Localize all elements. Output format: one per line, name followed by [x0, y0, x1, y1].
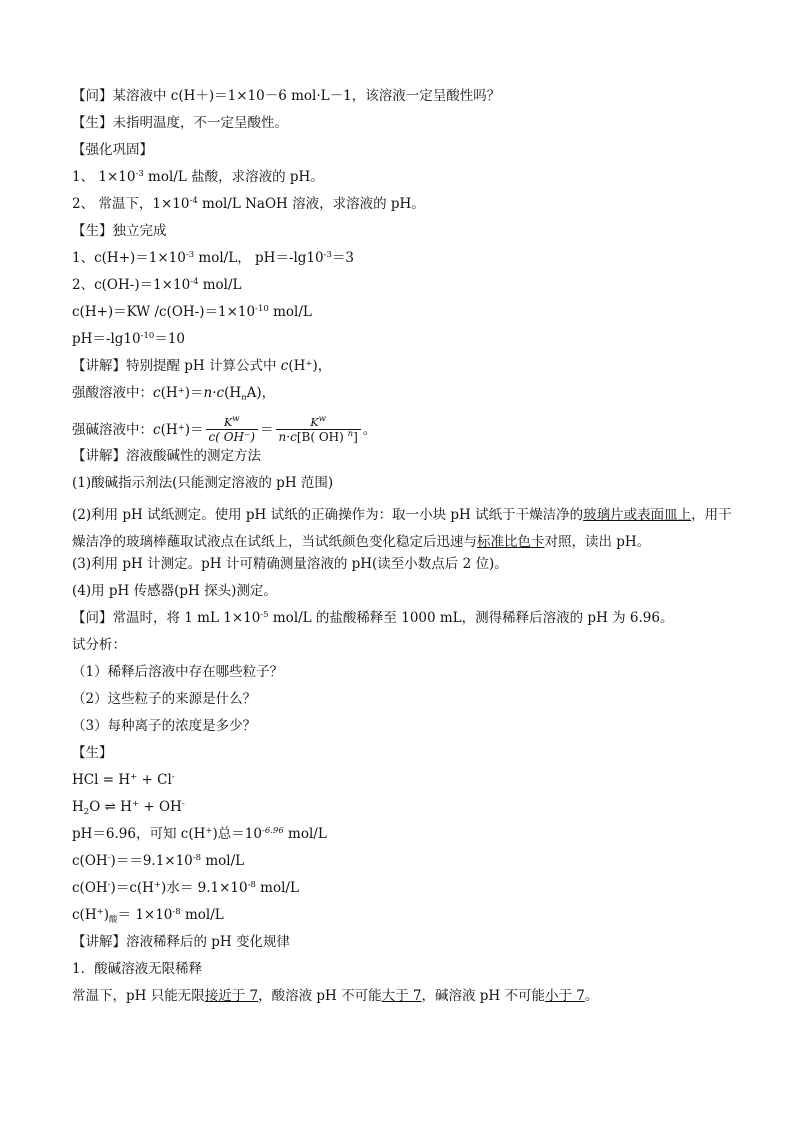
method-3: (3)利用 pH 计测定。pH 计可精确测量溶液的 pH(读至小数点后 2 位)。: [72, 556, 508, 572]
question-line-1: 【问】某溶液中 c(H＋)＝1×10－6 mol·L－1，该溶液一定呈酸性吗？: [72, 88, 501, 104]
dilution-heading: 【讲解】溶液稀释后的 pH 变化规律: [72, 934, 290, 950]
solution-2-step: c(H+)＝KW $/c(OH-)=1\times 10^{-10}$ mol/L: [72, 304, 312, 320]
equation-water: $H_2O$ ⇌ H+ + OH-: [72, 799, 185, 817]
document-page: [72, 88, 742, 1015]
analysis-q3: （3）每种离子的浓度是多少？: [72, 718, 257, 734]
section-heading-reinforce: 【强化巩固】: [72, 142, 153, 158]
h-acid-concentration: $c(H^+)_酸= 1\times 10^{-8}$ mol/L: [72, 907, 224, 925]
explain-note: 【讲解】特别提醒 pH 计算公式中 c(H⁺)，: [72, 358, 332, 374]
strong-acid-formula: 强酸溶液中：$c(H^+)=n\cdot c(H_nA)$，: [72, 385, 276, 403]
dilution-rule: 常温下，pH 只能无限接近于 7，酸溶液 pH 不可能大于 7，碱溶液 pH 不可能小于 7。: [72, 988, 599, 1004]
oh-water-concentration: c(OH-)＝c(H+)水＝ $9.1\times 10^{-8}$ mol/L: [72, 880, 299, 896]
exercise-1: 1、 $1\times 10^{-3}$ mol/L 盐酸，求溶液的 pH。: [72, 169, 324, 185]
analysis-q1: （1）稀释后溶液中存在哪些粒子？: [72, 664, 284, 680]
answer-heading-2: 【生】: [72, 745, 113, 761]
strong-base-formula: 强碱溶液中：c(H⁺)＝ $\frac{K^w}{c( OH^-)}$ ＝ $\frac{K^w}{n\cdot c[B( OH) ^n]}$ 。: [72, 414, 377, 444]
answer-line-1: 【生】未指明温度，不一定呈酸性。: [72, 115, 288, 131]
solution-2: 2、$c(OH-)=1\times 10^{-4}$ mol/L: [72, 277, 242, 293]
equation-hcl: HCl = H+ + Cl-: [72, 772, 175, 788]
method-4: (4)用 pH 传感器(pH 探头)测定。: [72, 583, 277, 599]
analysis-label: 试分析：: [72, 637, 126, 653]
fraction-1: $\frac{K^w}{c( OH^-)}$: [206, 416, 259, 445]
method-heading: 【讲解】溶液酸碱性的测定方法: [72, 448, 261, 464]
dilution-subheading: 1．酸碱溶液无限稀释: [72, 961, 203, 977]
ph-total: pH＝6.96，可知 c(H+)总$=10^{-6.96}$ mol/L: [72, 826, 327, 842]
method-1: (1)酸碱指示剂法(只能测定溶液的 pH 范围): [72, 475, 334, 491]
solution-2-result: $pH=-\lg 10^{-10}=10$: [72, 331, 186, 347]
question-dilution: 【问】常温时，将 1 mL $1\times 10^{-5}$ mol/L 的盐酸稀释至 1000 mL，测得稀释后溶液的 pH 为 6.96。: [72, 610, 674, 626]
fraction-2: $\frac{K^w}{n\cdot c[B( OH) ^n]}$: [276, 416, 361, 445]
exercise-2: 2、 常温下，$1\times 10^{-4}$ mol/L NaOH 溶液，求溶液的 pH。: [72, 196, 425, 212]
oh-concentration: $c(OH^-)==9.1\times 10^{-8}$ mol/L: [72, 853, 245, 869]
analysis-q2: （2）这些粒子的来源是什么？: [72, 691, 257, 707]
answer-heading: 【生】独立完成: [72, 223, 167, 239]
solution-1: 1、$c(H+)=1\times 10^{-3}$ mol/L， $pH=-\lg 10^{-3}=3$: [72, 250, 354, 266]
method-2: (2)利用 pH 试纸测定。使用 pH 试纸的正确操作为：取一小块 pH 试纸于干燥洁净的玻璃片或表面皿上，用干燥洁净的玻璃棒蘸取试液点在试纸上，当试纸颜色变化稳定后迅速与标准比色卡对照，读出 pH。: [72, 507, 732, 550]
